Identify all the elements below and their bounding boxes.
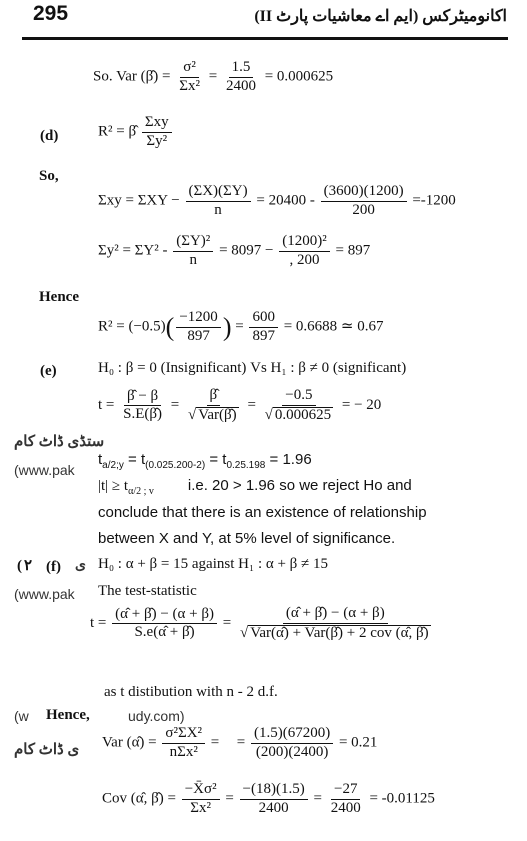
- watermark-urdu-2: ( ٢: [17, 558, 33, 574]
- sy2-equation: Σy² = ΣY² - $\frac{\text{(ΣY)²}}{n}$ = 8097 − $\frac{\text{(1200)²}}{, 200}$ = 897: [98, 233, 371, 268]
- hence-label: Hence: [39, 289, 79, 305]
- test-statistic-label: The test-statistic: [98, 583, 197, 599]
- cov-equation: Cov (α̂, β̂) = $\frac{\text{−X̄σ²}}{\text{Σx²}}$ = $\frac{-(18)(1.5)}{2400}$ = $\frac{-27}{2400}$ = -0.01125: [102, 781, 435, 816]
- distribution-note: as t distibution with n - 2 d.f.: [104, 684, 278, 700]
- urdu-page-header: اکانومیٹرکس (ایم اے معاشیات پارٹ II): [254, 8, 507, 25]
- critical-t-value: $t_{a/2;y} = t_{(0.025.200-2)} = t_{0.25.198} = 1.96$: [98, 451, 312, 471]
- watermark-urdu-3: ی ڈاٹ کام: [14, 742, 80, 758]
- part-f-label: (f): [46, 559, 61, 575]
- hypothesis-e: H₀ : β = 0 (Insignificant) Vs H₁ : β ≠ 0 (significant): [98, 360, 407, 376]
- t-statistic-equation: t = $\frac{\betâ - \beta}{S.E(\betâ)}$ = $\frac{\betâ}{\text{√ Var(β̂)}}$ = $\frac{-0.5}{√ 0.000625}$ = − 20: [98, 387, 382, 423]
- part-e-label: (e): [40, 363, 57, 379]
- page-number: 295: [33, 2, 69, 25]
- conclusion-line-3: between X and Y, at 5% level of significance.: [98, 530, 396, 547]
- r2-result: R² = (−0.5)( $\frac{-1200}{897}$ ) = $\frac{600}{897}$ = 0.6688 ≃ 0.67: [98, 309, 384, 344]
- sxy-equation: Σxy = ΣXY − $\frac{(\Sigma X)(\Sigma Y)}{n}$ = 20400 - $\frac{(3600)(1200)}{200}$ =-1200: [98, 183, 456, 218]
- watermark-url-3b: udy.com): [128, 708, 185, 724]
- watermark-urdu-1: ستڈی ڈاٹ کام: [14, 434, 105, 450]
- watermark-url-3a: (w: [14, 708, 29, 724]
- r2-formula: R² = β̂ $\frac{\text{Σxy}}{\text{Σy²}}$: [98, 115, 174, 150]
- so-label: So,: [39, 168, 59, 184]
- watermark-url-1: (www.pak: [14, 462, 75, 478]
- conclusion-line-2: conclude that there is an existence of relationship: [98, 504, 427, 521]
- header-rule: [22, 37, 508, 40]
- part-d-label: (d): [40, 128, 59, 144]
- watermark-urdu-2b: ی: [75, 558, 86, 573]
- hypothesis-f: H₀ : α + β = 15 against H₁ : α + β ≠ 15: [98, 556, 329, 572]
- t-statistic-sum-equation: t = $\frac{(\alphâ + \betâ) - (\alpha + \beta)}{S.e(\alphâ + \betâ)}$ = $\frac{(\alphâ + \betâ) - (\alpha + \beta)}{\text{√ Var(α̂) + Var(β̂) + 2 cov (α̂, β̂)}}$: [90, 605, 429, 641]
- hence-label-2: Hence,: [46, 707, 90, 723]
- var-alpha-equation: Var (α̂) = $\frac{\text{σ²ΣX²}}{\text{nΣx²}}$ = = $\frac{(1.5)(67200)}{(200)(2400)}$ = 0.21: [102, 725, 378, 760]
- var-beta-equation: So. Var (β̂) = $\frac{\text{σ²}}{\text{Σx²}}$ = $\frac{1.5}{2400}$ = 0.000625: [93, 59, 334, 94]
- watermark-url-2: (www.pak: [14, 586, 75, 602]
- conclusion-line-1: $|t| \ge t_{\alpha/2 ; v}$ i.e. 20 > 1.96 so we reject Ho and: [98, 477, 412, 497]
